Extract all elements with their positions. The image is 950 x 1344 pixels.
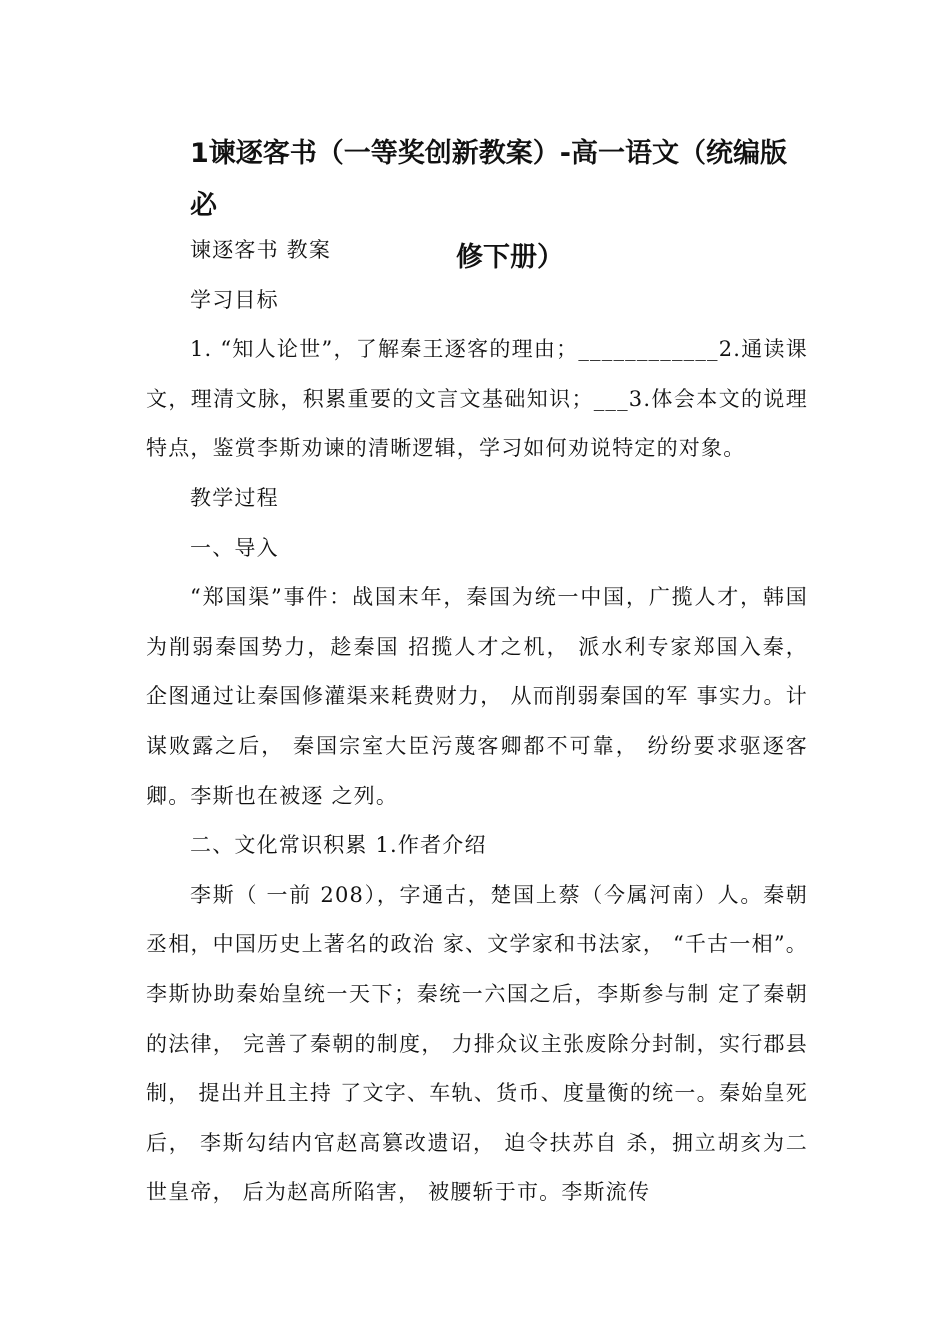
title-line-1: 1谏逐客书（一等奖创新教案）-高一语文（统编版必 <box>190 138 787 221</box>
section-heading-culture: 二、文化常识积累 1.作者介绍 <box>190 833 487 858</box>
intro-paragraph: “郑国渠”事件：战国末年，秦国为统一中国，广揽人才，韩国为削弱秦国势力，趁秦国 招揽人才之机， 派水利专家郑国入秦， 企图通过让秦国修灌渠来耗费财力， 从而削弱秦国的军 事实力。计谋败露之后， 秦国宗室大臣污蔑客卿都不可靠， 纷纷要求驱逐客卿。李斯也在被逐 之列。 <box>146 585 808 808</box>
section-heading-intro: 一、导入 <box>190 535 279 560</box>
author-paragraph: 李斯（ 一前 208），字通古，楚国上蔡（今属河南）人。秦朝丞相，中国历史上著名的政治 家、文学家和书法家， “千古一相”。李斯协助秦始皇统一天下；秦统一六国之后，李斯参与制 定了秦朝的法律， 完善了秦朝的制度， 力排众议主张废除分封制，实行郡县制， 提出并且主持 了文字、车轨、货币、度量衡的统一。秦始皇死后， 李斯勾结内官赵高篡改遗诏， 迫令扶苏自 杀，拥立胡亥为二世皇帝， 后为赵高所陷害， 被腰斩于市。李斯流传 <box>146 882 808 1205</box>
document-body <box>146 226 808 1218</box>
section-heading-goals: 学习目标 <box>190 287 279 312</box>
goals-paragraph: 1. “知人论世”，了解秦王逐客的理由；____________2.通读课文，理清文脉，积累重要的文言文基础知识；___3.体会本文的说理特点，鉴赏李斯劝谏的清晰逻辑，学习如何劝说特定的对象。 <box>146 337 808 461</box>
subtitle: 谏逐客书 教案 <box>190 238 332 262</box>
section-heading-process: 教学过程 <box>190 485 279 510</box>
title-line-2: 修下册） <box>456 242 564 273</box>
